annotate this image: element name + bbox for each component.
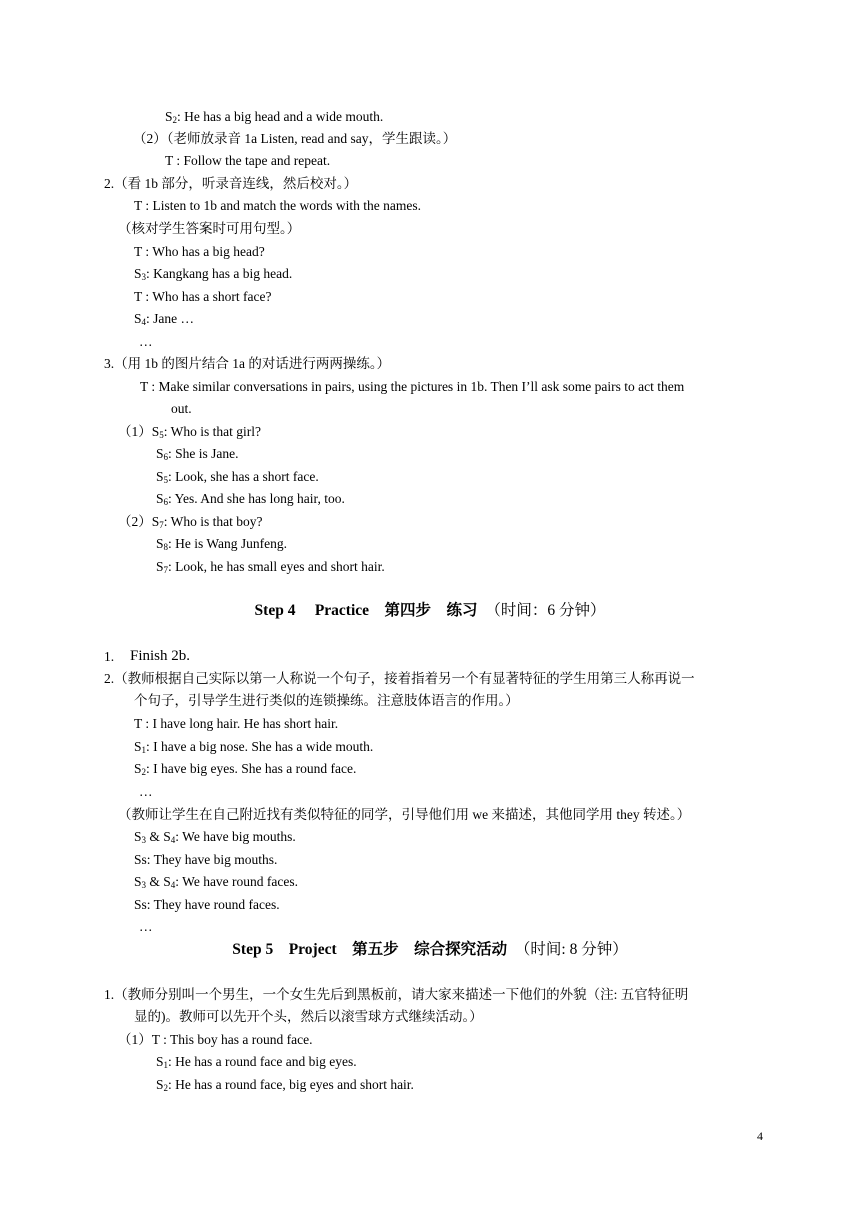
- text-line: 3.（用 1b 的图片结合 1a 的对话进行两两操练。）: [104, 356, 391, 371]
- step-title-cn: 第五步 综合探究活动: [352, 941, 508, 958]
- text-line: …: [139, 919, 153, 934]
- text-line: Ss: They have big mouths.: [134, 852, 278, 867]
- page-number: 4: [757, 1129, 763, 1143]
- text-line: 2.（教师根据自己实际以第一人称说一个句子，接着指着另一个有显著特征的学生用第三人称再说一: [104, 671, 695, 686]
- step-time: （时间: 8 分钟）: [514, 941, 628, 958]
- text-line: $S_5$: Look, she has a short face.: [156, 469, 319, 485]
- text-line: T : Who has a big head?: [134, 244, 265, 259]
- text-line: Ss: They have round faces.: [134, 897, 280, 912]
- text-line: （核对学生答案时可用句型。）: [118, 221, 301, 236]
- step-title: Practice: [314, 602, 370, 619]
- text-line: $S_3$ & $S_4$: We have big mouths.: [134, 829, 296, 845]
- step-number: Step 5: [232, 941, 274, 958]
- text-line: $S_2$: I have big eyes. She has a round face.: [134, 761, 357, 777]
- step5-heading: [0, 940, 860, 960]
- step-title-cn: 第四步 练习: [384, 602, 478, 619]
- text-line: $S_6$: She is Jane.: [156, 446, 239, 462]
- text-line: $S_1$: I have a big nose. She has a wide mouth.: [134, 739, 374, 755]
- text-line: $S_6$: Yes. And she has long hair, too.: [156, 491, 345, 507]
- text-line: …: [139, 784, 153, 799]
- text-line: $S_4$: Jane …: [134, 311, 195, 327]
- text-line: Finish 2b.: [130, 648, 191, 664]
- text-line: 1.（教师分别叫一个男生，一个女生先后到黑板前，请大家来描述一下他们的外貌（注: 五官特征明: [104, 987, 689, 1002]
- text-line: T : Make similar conversations in pairs, using the pictures in 1b. Then I’ll ask some pairs to act them: [140, 379, 685, 394]
- text-line: 个句子，引导学生进行类似的连锁操练。注意肢体语言的作用。）: [134, 693, 519, 708]
- text-line: $S_8$: He is Wang Junfeng.: [156, 536, 288, 552]
- text-line: 显的)。教师可以先开个头，然后以滚雪球方式继续活动。）: [134, 1009, 483, 1024]
- text-line: （教师让学生在自己附近找有类似特征的同学，引导他们用 we 来描述，其他同学用 they 转述。）: [118, 807, 691, 822]
- text-line: T : Who has a short face?: [134, 289, 272, 304]
- text-line: out.: [171, 401, 192, 416]
- text-line: $S_3$ & $S_4$: We have round faces.: [134, 874, 299, 890]
- text-line: $(2)S_7$: Who is that boy?: [118, 514, 263, 530]
- text-line: T : Listen to 1b and match the words with the names.: [134, 198, 421, 213]
- text-line: …: [139, 334, 153, 349]
- text-line: $S_2$: He has a big head and a wide mouth.: [165, 109, 384, 125]
- text-line: （1）T : This boy has a round face.: [118, 1032, 313, 1047]
- text-line: 2.（看 1b 部分，听录音连线，然后校对。）: [104, 176, 358, 191]
- text-line: 1.: [104, 649, 115, 664]
- text-line: $S_1$: He has a round face and big eyes.: [156, 1054, 357, 1070]
- text-line: $(1)S_5$: Who is that girl?: [118, 424, 262, 440]
- text-line: T : I have long hair. He has short hair.: [134, 716, 339, 731]
- step-number: Step 4: [254, 602, 296, 619]
- text-line: $S_2$: He has a round face, big eyes and short hair.: [156, 1077, 414, 1093]
- text-line: （2）（老师放录音 1a Listen, read and say，学生跟读。）: [133, 131, 457, 146]
- text-line: $S_7$: Look, he has small eyes and short hair.: [156, 559, 385, 575]
- step4-heading: [0, 601, 860, 621]
- text-line: $S_3$: Kangkang has a big head.: [134, 266, 293, 282]
- step-time: （时间：6 分钟）: [485, 602, 606, 619]
- text-line: T : Follow the tape and repeat.: [165, 153, 331, 168]
- step-title: Project: [288, 941, 337, 958]
